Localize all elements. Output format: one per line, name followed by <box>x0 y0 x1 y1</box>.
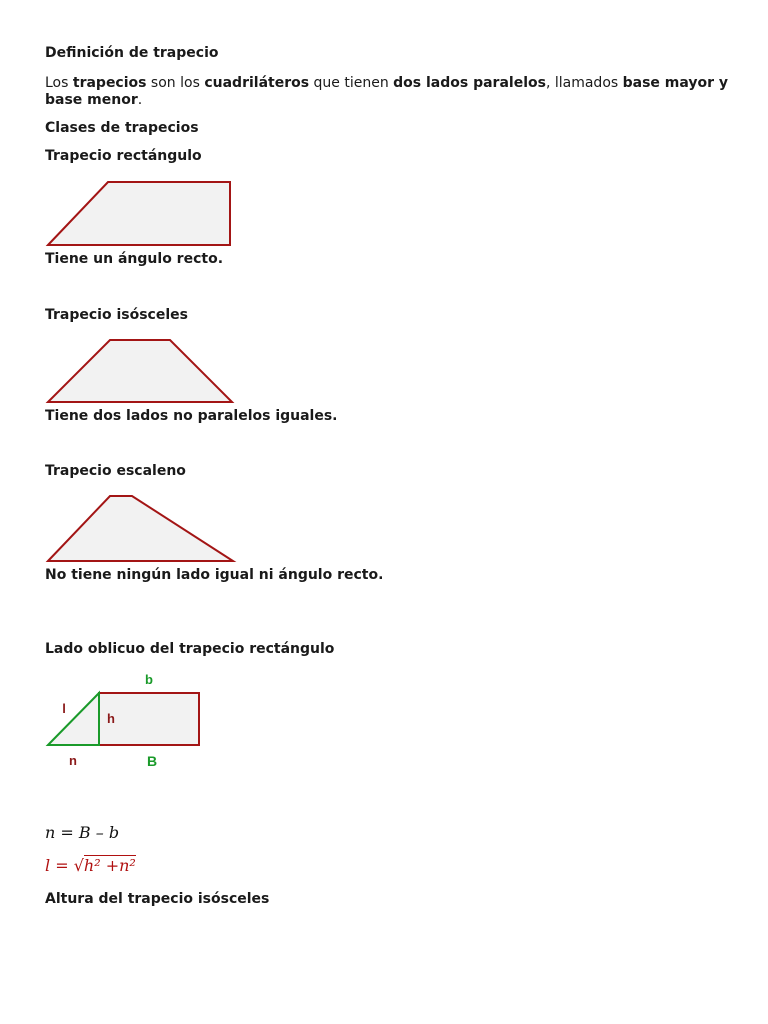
label-b: b <box>145 672 153 687</box>
isosceles-trapezoid-figure <box>44 336 236 406</box>
oblique-heading: Lado oblicuo del trapecio rectángulo <box>45 641 335 657</box>
sqrt-sign: √ <box>73 856 84 875</box>
rectangulo-caption: Tiene un ángulo recto. <box>45 251 224 267</box>
isosceles-trapezoid-shape <box>48 340 232 402</box>
label-h: h <box>107 711 115 726</box>
intro-paragraph <box>45 75 735 109</box>
scalene-trapezoid-shape <box>48 496 233 561</box>
classes-heading: Clases de trapecios <box>45 120 199 136</box>
right-trapezoid-shape <box>48 182 230 245</box>
doc-title: Definición de trapecio <box>45 45 219 61</box>
scalene-trapezoid-figure <box>44 492 238 564</box>
escaleno-caption: No tiene ningún lado igual ni ángulo recto. <box>45 567 384 583</box>
formula-n: n = B – b <box>45 823 120 842</box>
intro-bold-4: base mayor y base menor <box>45 75 729 108</box>
intro-text-4: , llamados <box>545 75 623 91</box>
intro-bold-1: trapecios <box>72 75 147 91</box>
formula-l <box>45 856 136 875</box>
label-l: l <box>62 701 66 716</box>
rectangulo-heading: Trapecio rectángulo <box>45 148 202 164</box>
intro-bold-3: dos lados paralelos <box>393 75 546 91</box>
intro-text-2: son los <box>146 75 205 91</box>
right-trapezoid-figure <box>44 178 236 250</box>
intro-bold-2: cuadriláteros <box>204 75 310 91</box>
isosceles-heading: Trapecio isósceles <box>45 307 188 323</box>
intro-text-5: . <box>137 92 143 108</box>
formula-l-radicand: h² +n² <box>83 856 136 875</box>
oblique-triangle-shape <box>48 693 99 745</box>
intro-text-1: Los <box>45 75 73 91</box>
isosceles-caption: Tiene dos lados no paralelos iguales. <box>45 408 338 424</box>
altura-heading: Altura del trapecio isósceles <box>45 891 270 907</box>
label-B: B <box>146 753 158 769</box>
escaleno-heading: Trapecio escaleno <box>45 463 186 479</box>
formula-l-lhs: l = <box>45 856 74 875</box>
intro-text-3: que tienen <box>309 75 394 91</box>
label-n: n <box>69 753 77 768</box>
oblique-side-figure <box>44 668 214 772</box>
